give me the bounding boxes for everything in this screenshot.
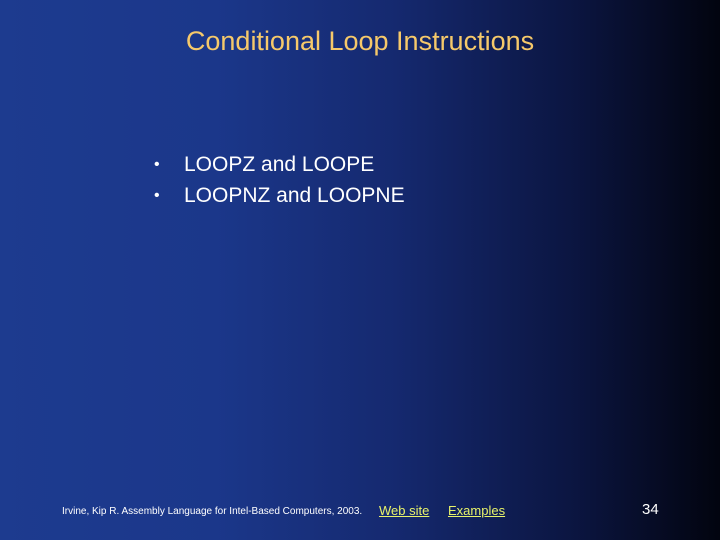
page-number: 34	[642, 501, 659, 518]
bullet-list	[154, 149, 405, 211]
bullet-text: LOOPZ and LOOPE	[184, 153, 375, 176]
slide-title: Conditional Loop Instructions	[185, 26, 535, 56]
footer-citation: Irvine, Kip R. Assembly Language for Intel-Based Computers, 2003.	[62, 506, 363, 517]
bullet-item	[154, 149, 405, 180]
bullet-marker: •	[154, 187, 160, 204]
bullet-item	[154, 180, 405, 211]
bullet-marker: •	[154, 156, 160, 173]
web-site-link[interactable]: Web site	[379, 503, 430, 518]
examples-link[interactable]: Examples	[448, 503, 506, 518]
bullet-text: LOOPNZ and LOOPNE	[184, 184, 405, 207]
